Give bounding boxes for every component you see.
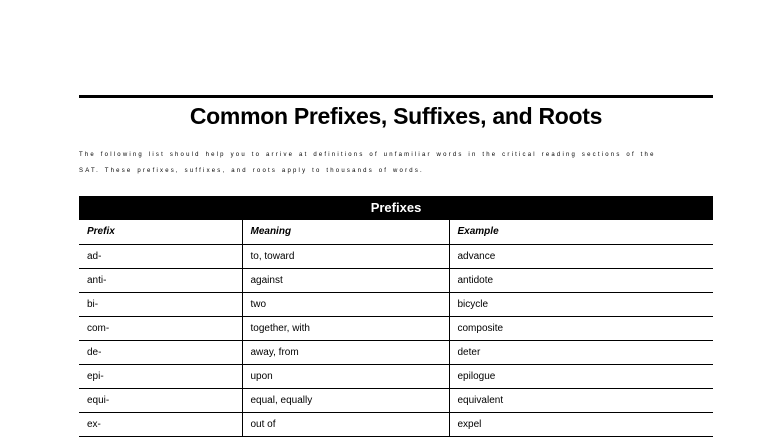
table-row xyxy=(79,268,713,292)
header-meaning: Meaning xyxy=(242,220,449,244)
cell-meaning: equal, equally xyxy=(242,388,449,412)
cell-meaning: out of xyxy=(242,412,449,436)
cell-prefix: ad- xyxy=(79,244,242,268)
top-rule xyxy=(79,95,713,98)
cell-example: bicycle xyxy=(449,292,713,316)
cell-meaning: upon xyxy=(242,364,449,388)
cell-example: antidote xyxy=(449,268,713,292)
cell-example: composite xyxy=(449,316,713,340)
intro-text-line-1: The following list should help you to arrive at definitions of unfamiliar words in the critical reading sections of the xyxy=(79,152,656,158)
table-row xyxy=(79,316,713,340)
cell-prefix: com- xyxy=(79,316,242,340)
table-row xyxy=(79,292,713,316)
table-row xyxy=(79,388,713,412)
cell-prefix: bi- xyxy=(79,292,242,316)
cell-example: advance xyxy=(449,244,713,268)
table-row xyxy=(79,364,713,388)
table-title: Prefixes xyxy=(79,196,713,220)
cell-example: deter xyxy=(449,340,713,364)
cell-meaning: against xyxy=(242,268,449,292)
cell-example: equivalent xyxy=(449,388,713,412)
cell-prefix: de- xyxy=(79,340,242,364)
prefix-table xyxy=(79,196,713,437)
intro-text-line-2: SAT. These prefixes, suffixes, and roots apply to thousands of words. xyxy=(79,168,424,174)
table-row xyxy=(79,340,713,364)
cell-prefix: anti- xyxy=(79,268,242,292)
cell-prefix: epi- xyxy=(79,364,242,388)
page-title: Common Prefixes, Suffixes, and Roots xyxy=(189,103,603,129)
cell-meaning: two xyxy=(242,292,449,316)
cell-example: expel xyxy=(449,412,713,436)
cell-prefix: ex- xyxy=(79,412,242,436)
header-row xyxy=(79,220,713,244)
cell-meaning: away, from xyxy=(242,340,449,364)
header-prefix: Prefix xyxy=(79,220,242,244)
table-row xyxy=(79,244,713,268)
table-row xyxy=(79,412,713,436)
cell-prefix: equi- xyxy=(79,388,242,412)
cell-meaning: to, toward xyxy=(242,244,449,268)
cell-example: epilogue xyxy=(449,364,713,388)
prefix-table-grid xyxy=(79,220,713,437)
cell-meaning: together, with xyxy=(242,316,449,340)
header-example: Example xyxy=(449,220,713,244)
